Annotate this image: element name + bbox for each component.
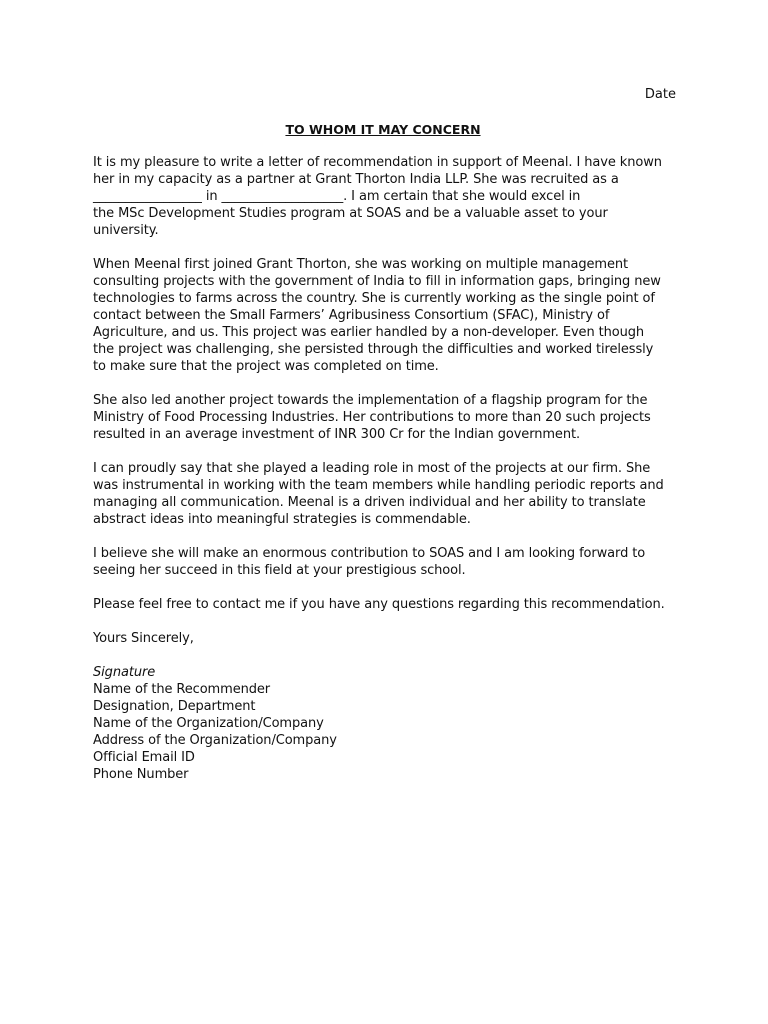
text-line: the project was challenging, she persisted through the difficulties and worked tirelessly: [93, 342, 654, 357]
signature-label: Signature: [93, 665, 156, 680]
text-line: resulted in an average investment of INR 300 Cr for the Indian government.: [93, 427, 580, 442]
text-line: her in my capacity as a partner at Grant Thorton India LLP. She was recruited as a: [93, 172, 619, 187]
text-line: She also led another project towards the implementation of a flagship program for the: [93, 393, 648, 408]
paragraph-contact: [93, 596, 683, 613]
text-line: abstract ideas into meaningful strategies is commendable.: [93, 512, 471, 527]
text-line: When Meenal first joined Grant Thorton, she was working on multiple management: [93, 257, 629, 272]
organization-name: Name of the Organization/Company: [93, 716, 324, 731]
text-line: I believe she will make an enormous contribution to SOAS and I am looking forward to: [93, 546, 646, 561]
text-line: It is my pleasure to write a letter of recommendation in support of Meenal. I have known: [93, 155, 662, 170]
text-line: I can proudly say that she played a leading role in most of the projects at our firm. She: [93, 461, 651, 476]
letter-heading: TO WHOM IT MAY CONCERN: [285, 122, 481, 137]
paragraph-leadership: [93, 460, 683, 528]
recommender-name: Name of the Recommender: [93, 682, 271, 697]
text-line: the MSc Development Studies program at SOAS and be a valuable asset to your: [93, 206, 608, 221]
official-email: Official Email ID: [93, 750, 195, 765]
text-line: consulting projects with the government of India to fill in information gaps, bringing new: [93, 274, 661, 289]
paragraph-contribution: [93, 545, 683, 579]
text-line: Ministry of Food Processing Industries. Her contributions to more than 20 such projects: [93, 410, 651, 425]
recommender-designation: Designation, Department: [93, 699, 256, 714]
paragraph-flagship: [93, 392, 683, 443]
paragraph-experience: [93, 256, 683, 375]
text-line: _________________ in ___________________. I am certain that she would excel in: [93, 189, 581, 204]
text-line: contact between the Small Farmers’ Agribusiness Consortium (SFAC), Ministry of: [93, 308, 610, 323]
paragraph-intro: [93, 154, 683, 239]
text-line: seeing her succeed in this field at your prestigious school.: [93, 563, 466, 578]
signature-block: [93, 664, 683, 783]
text-line: was instrumental in working with the team members while handling periodic reports and: [93, 478, 664, 493]
text-line: technologies to farms across the country. She is currently working as the single point of: [93, 291, 655, 306]
letter-closing: Yours Sincerely,: [93, 631, 194, 646]
text-line: managing all communication. Meenal is a driven individual and her ability to translate: [93, 495, 646, 510]
text-line: university.: [93, 223, 159, 238]
letter-date: Date: [644, 87, 676, 102]
phone-number: Phone Number: [93, 767, 189, 782]
text-line: Please feel free to contact me if you have any questions regarding this recommendation.: [93, 597, 665, 612]
text-line: Agriculture, and us. This project was earlier handled by a non-developer. Even though: [93, 325, 645, 340]
organization-address: Address of the Organization/Company: [93, 733, 337, 748]
letter-body: [93, 154, 683, 783]
text-line: to make sure that the project was completed on time.: [93, 359, 439, 374]
